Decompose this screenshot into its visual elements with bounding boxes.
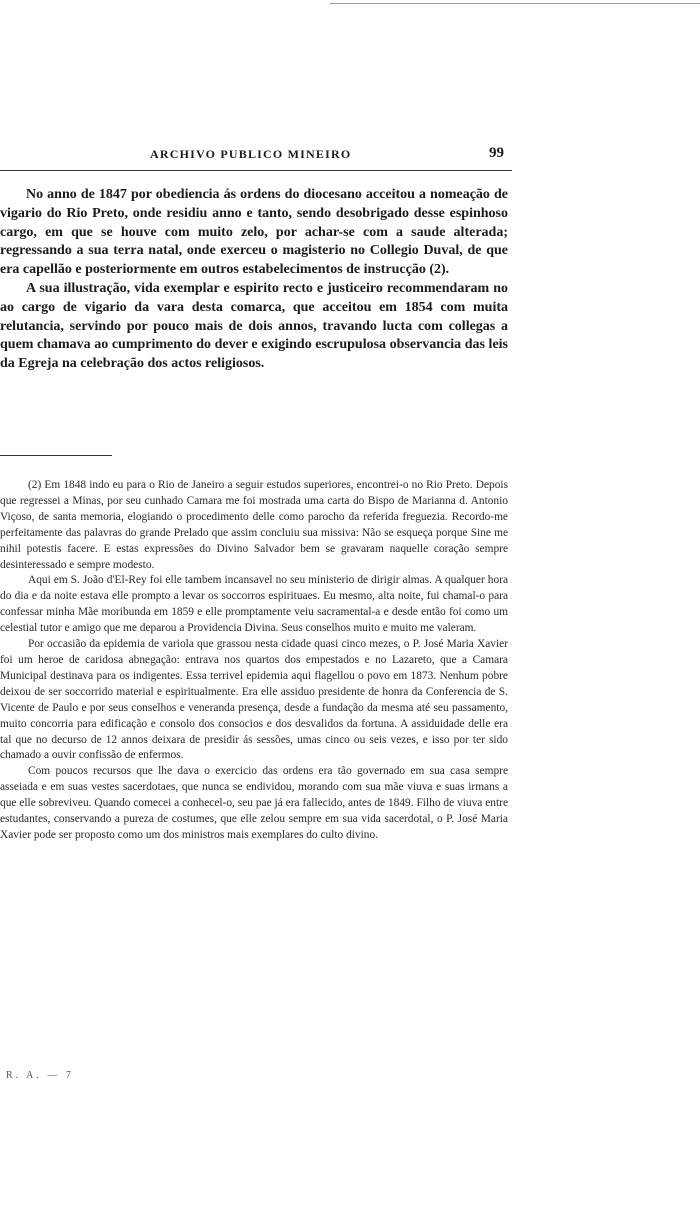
header-rule [0,170,512,171]
page-header [0,145,700,165]
main-paragraph-1: No anno de 1847 por obediencia ás ordens do diocesano acceitou a nomeação de vigario do Rio Preto, onde residiu anno e tanto, sendo desobrigado desse espinhoso cargo, em que se houve com muito zelo, por achar-se com a saude alterada; regressando a sua terra natal, onde exerceu o magisterio no Collegio Duval, de que era capellão e posteriormente em outros estabelecimentos de instrucção (2). [0,187,508,278]
page-number: 99 [489,145,504,161]
running-title: ARCHIVO PUBLICO MINEIRO [150,147,352,161]
printer-signature-mark: R. A. — 7 [6,1070,74,1081]
footnote-paragraph-3: Por occasião da epidemia de variola que grassou nesta cidade quasi cinco mezes, o P. José Maria Xavier foi um heroe de caridosa abnegação: entrava nos quartos dos empestados e no Lazareto, que a Camara Municipal destinava para os indigentes. Essa terrivel epidemia aqui flagellou o povo em 1873. Nenhum pobre deixou de ser soccorrido material e espiritualmente. Era elle assiduo presidente de honra da Conferencia de S. Vicente de Paulo e por seus conselhos e veneranda presença, desde a fundação da mesma até seu passamento, muito concorria para edificação e consolo dos consocios e dos desvalidos da fortuna. A assiduidade delle era tal que no decurso de 12 annos deixara de presidir ás sessões, umas cinco ou seis vezes, e isso por ter sido chamado a ouvir confissão de enfermos. [0,638,508,762]
main-paragraph-2: A sua illustração, vida exemplar e espirito recto e justiceiro recommendaram no ao cargo de vigario da vara desta comarca, que acceitou em 1854 com muita relutancia, servindo por pouco mais de dois annos, travando lucta com collegas a quem chamava ao cumprimento do dever e exigindo escrupulosa observancia das leis da Egreja na celebração dos actos religiosos. [0,280,508,372]
footnote-paragraph-4: Com poucos recursos que lhe dava o exercicio das ordens era tão governado em sua casa sempre asseiada e em suas vestes sacerdotaes, que nunca se endividou, morando com sua mãe viuva e suas irmans a que elle sobreviveu. Quando comecei a conhecel-o, seu pae já era fallecido, antes de 1849. Filho de viuva entre estudantes, conservando a pureza de costumes, que elle zelou sempre em sua vida sacerdotal, o P. José Maria Xavier pode ser proposto como um dos ministros mais exemplares do culto divino. [0,765,508,841]
top-edge-line [330,3,700,4]
footnote-rule [0,455,112,456]
footnote-paragraph-1: (2) Em 1848 indo eu para o Rio de Janeiro a seguir estudos superiores, encontrei-o no Rio Preto. Depois que regressei a Minas, por seu cunhado Camara me foi mostrada uma carta do Bispo de Marianna d. Antonio Viçoso, de santa memoria, elogiando o procedimento delle como parocho da referida freguezia. Recordo-me perfeitamente das palavras do grande Prelado que assim concluiu sua missiva: Não se esqueça porque Sine me nihil potestis facere. E estas expressões do Divino Salvador bem se gravaram naquelle coração sempre desinteressado e sempre modesto. [0,479,508,571]
main-text [0,186,508,374]
footnotes [0,478,508,844]
footnote-paragraph-2: Aqui em S. João d'El-Rey foi elle tambem incansavel no seu ministerio de dirigir almas. A qualquer hora do dia e da noite estava elle prompto a levar os soccorros espirituaes. Eu mesmo, alta noite, fui chamal-o para confessar minha Mãe moribunda em 1859 e elle promptamente veiu sacramental-a e desde então foi como um celestial tutor e amigo que me deparou a Providencia Divina. Seus conselhos muito e muito me valeram. [0,574,508,635]
